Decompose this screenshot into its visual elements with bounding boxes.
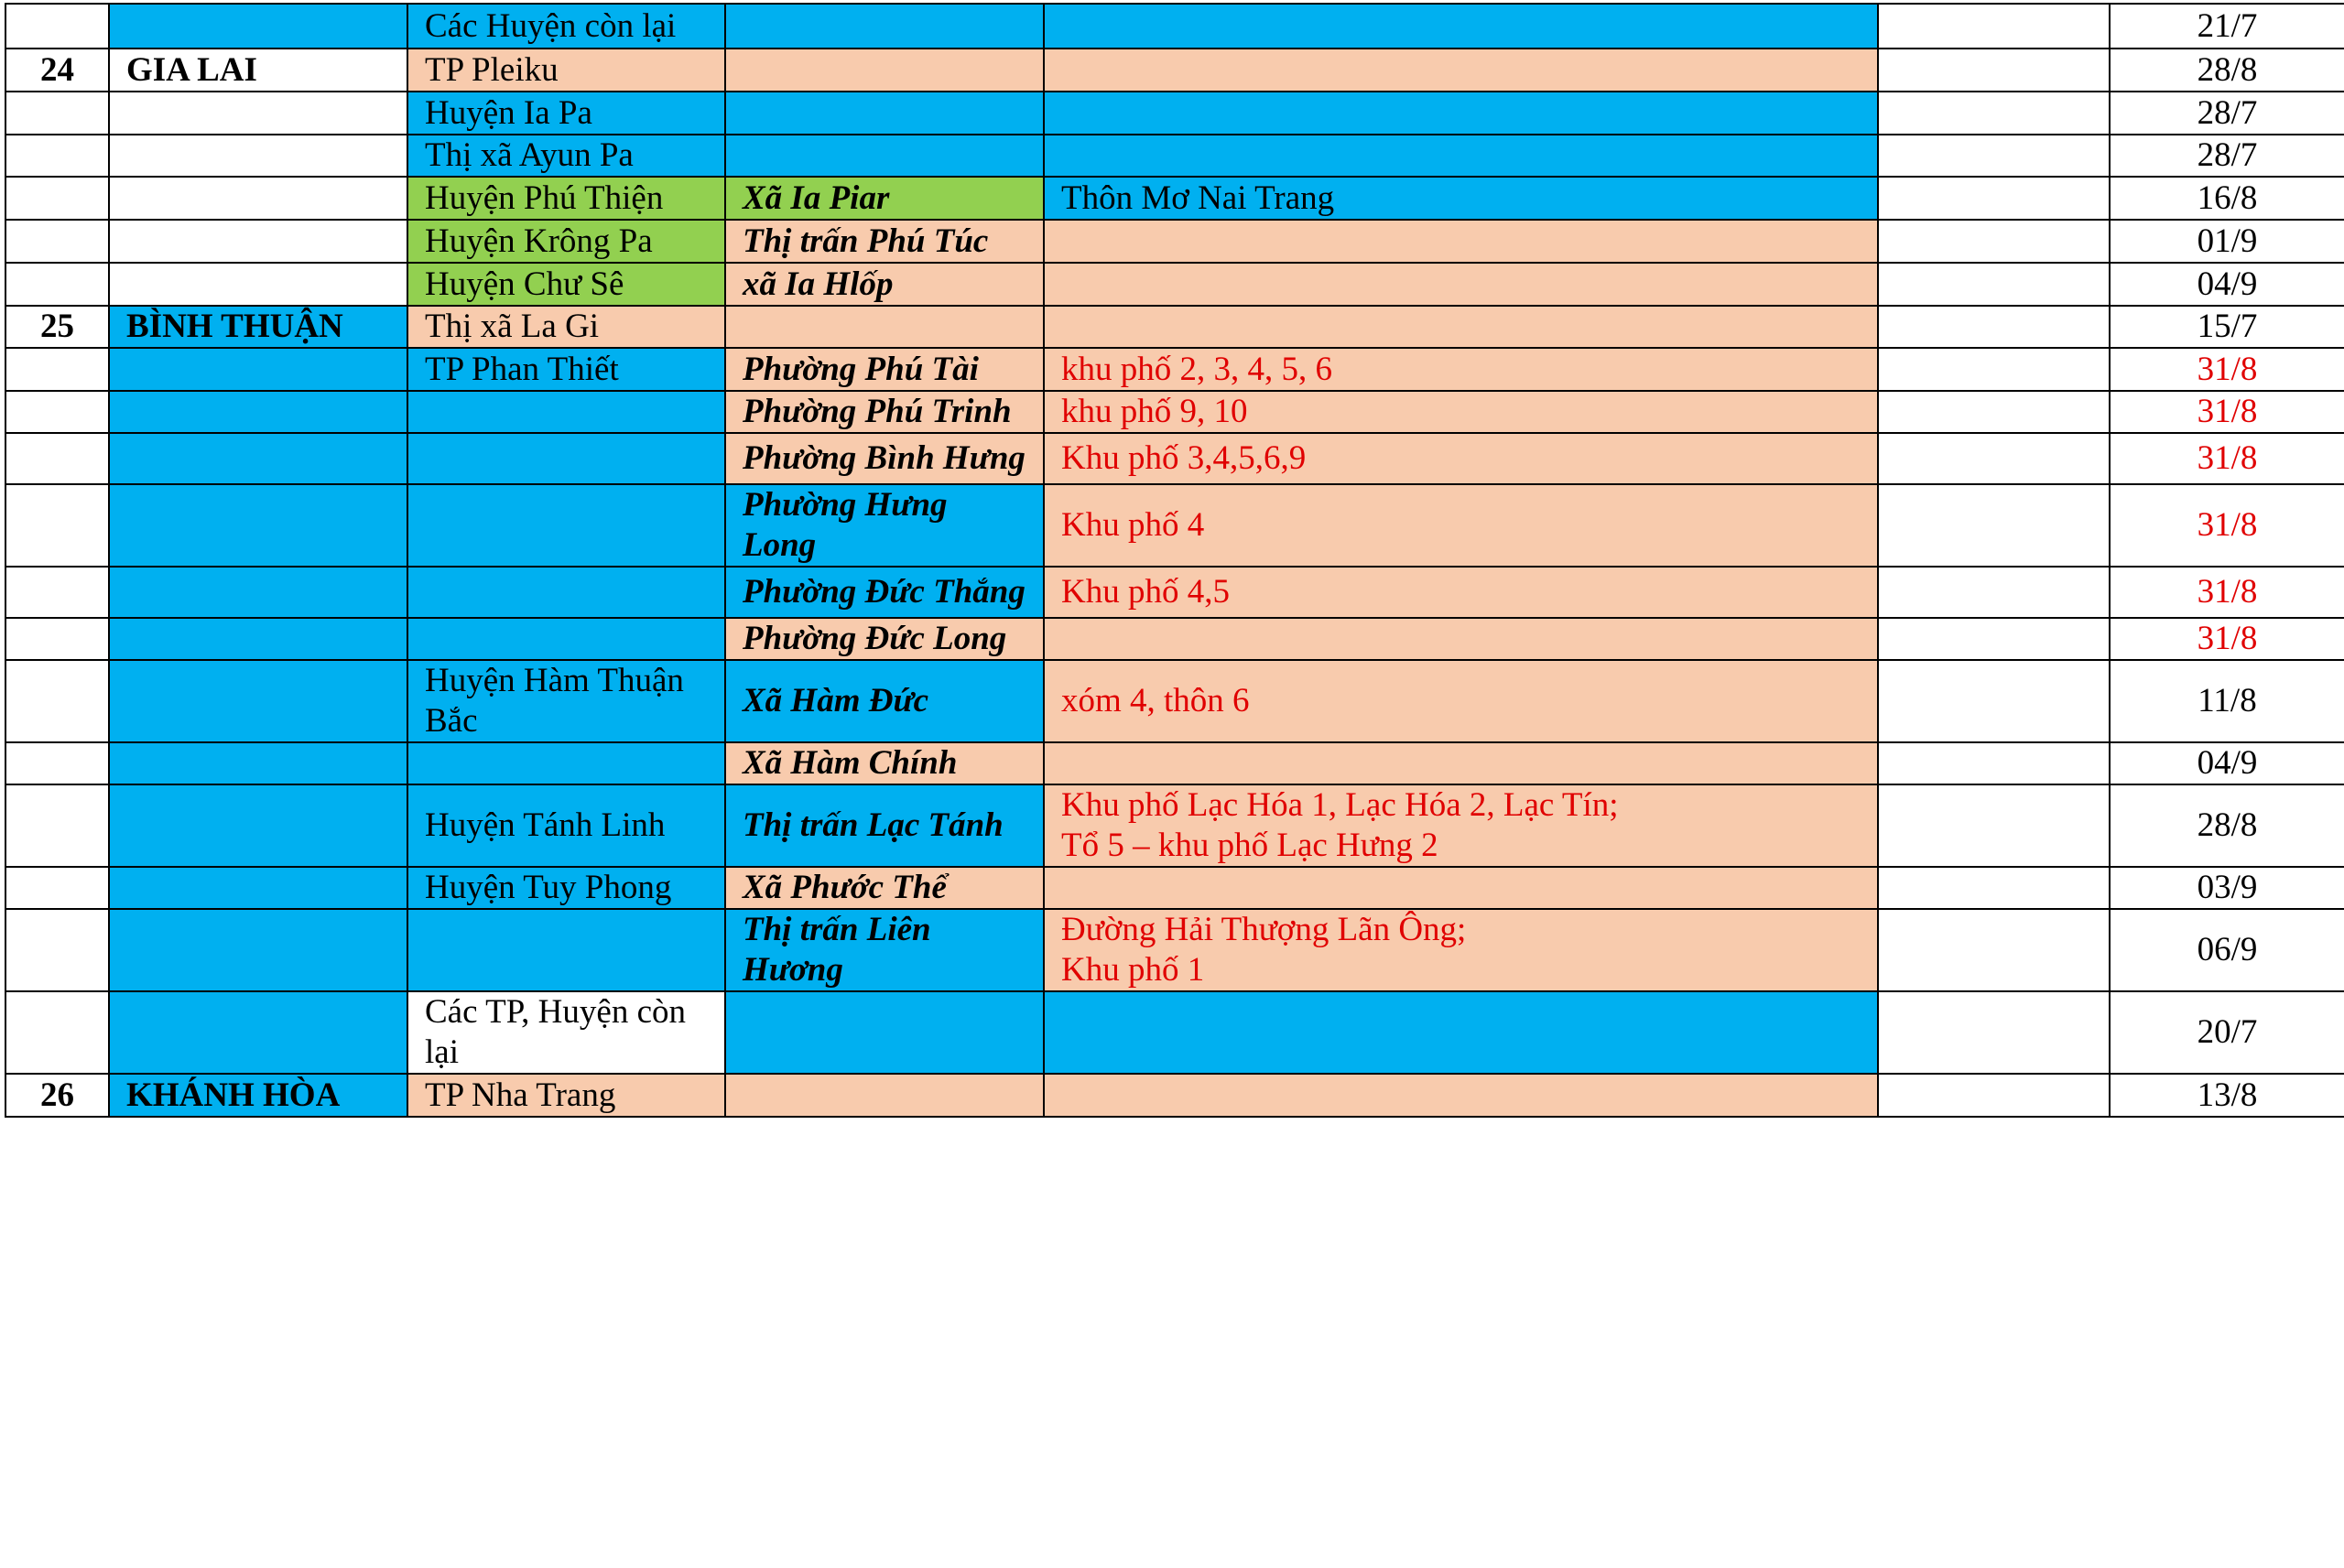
- table-row: [5, 177, 2344, 220]
- province-cell: KHÁNH HÒA: [109, 1074, 407, 1117]
- district-cell: [407, 433, 725, 484]
- village-line: xóm 4, thôn 6: [1061, 682, 1250, 719]
- commune-cell: Phường Bình Hưng: [725, 433, 1044, 484]
- province-cell: [109, 784, 407, 867]
- empty-cell: [1878, 742, 2110, 784]
- village-line: Đường Hải Thượng Lãn Ông;: [1061, 911, 1467, 948]
- stt-cell: [5, 135, 109, 177]
- empty-cell: [1878, 263, 2110, 306]
- commune-cell: [725, 92, 1044, 135]
- village-cell: [1044, 742, 1878, 784]
- date-cell: 31/8: [2110, 567, 2344, 618]
- table-body: [5, 4, 2344, 1117]
- table-row: [5, 660, 2344, 742]
- table-row: [5, 92, 2344, 135]
- village-cell: [1044, 306, 1878, 348]
- village-cell: [1044, 567, 1878, 618]
- empty-cell: [1878, 4, 2110, 49]
- date-cell: 01/9: [2110, 220, 2344, 263]
- district-cell: Huyện Hàm Thuận Bắc: [407, 660, 725, 742]
- village-cell: [1044, 263, 1878, 306]
- empty-cell: [1878, 484, 2110, 567]
- stt-cell: [5, 4, 109, 49]
- village-cell: [1044, 92, 1878, 135]
- stt-cell: [5, 991, 109, 1074]
- district-cell: [407, 742, 725, 784]
- village-line: Khu phố 3,4,5,6,9: [1061, 439, 1307, 477]
- commune-cell: [725, 49, 1044, 92]
- date-cell: 31/8: [2110, 433, 2344, 484]
- province-cell: [109, 867, 407, 909]
- commune-cell: [725, 991, 1044, 1074]
- empty-cell: [1878, 867, 2110, 909]
- empty-cell: [1878, 618, 2110, 660]
- province-cell: [109, 92, 407, 135]
- stt-cell: [5, 660, 109, 742]
- commune-cell: [725, 135, 1044, 177]
- village-line: Khu phố 4,5: [1061, 573, 1230, 611]
- province-cell: [109, 618, 407, 660]
- stt-cell: [5, 909, 109, 991]
- commune-cell: Thị trấn Liên Hương: [725, 909, 1044, 991]
- stt-cell: 26: [5, 1074, 109, 1117]
- commune-cell: [725, 1074, 1044, 1117]
- table-row: [5, 433, 2344, 484]
- district-cell: [407, 484, 725, 567]
- table-row: [5, 909, 2344, 991]
- date-cell: 04/9: [2110, 263, 2344, 306]
- table-row: [5, 306, 2344, 348]
- village-cell: [1044, 49, 1878, 92]
- district-cell: [407, 909, 725, 991]
- province-cell: [109, 433, 407, 484]
- stt-cell: [5, 484, 109, 567]
- stt-cell: [5, 177, 109, 220]
- empty-cell: [1878, 177, 2110, 220]
- district-cell: Thị xã Ayun Pa: [407, 135, 725, 177]
- province-cell: GIA LAI: [109, 49, 407, 92]
- table-row: [5, 742, 2344, 784]
- commune-cell: Xã Ia Piar: [725, 177, 1044, 220]
- village-line: Khu phố Lạc Hóa 1, Lạc Hóa 2, Lạc Tín;: [1061, 786, 1619, 824]
- date-cell: 20/7: [2110, 991, 2344, 1074]
- village-cell: [1044, 867, 1878, 909]
- village-cell: [1044, 1074, 1878, 1117]
- stt-cell: [5, 567, 109, 618]
- table-row: [5, 220, 2344, 263]
- commune-cell: xã Ia Hlốp: [725, 263, 1044, 306]
- village-cell: [1044, 784, 1878, 867]
- commune-cell: Xã Hàm Đức: [725, 660, 1044, 742]
- commune-cell: Phường Phú Tài: [725, 348, 1044, 391]
- empty-cell: [1878, 991, 2110, 1074]
- commune-cell: Xã Hàm Chính: [725, 742, 1044, 784]
- table-row: [5, 1074, 2344, 1117]
- table-row: [5, 49, 2344, 92]
- district-cell: Huyện Phú Thiện: [407, 177, 725, 220]
- stt-cell: [5, 263, 109, 306]
- village-cell: [1044, 618, 1878, 660]
- province-cell: [109, 742, 407, 784]
- district-cell: TP Nha Trang: [407, 1074, 725, 1117]
- commune-cell: Thị trấn Lạc Tánh: [725, 784, 1044, 867]
- date-cell: 06/9: [2110, 909, 2344, 991]
- district-cell: Huyện Chư Sê: [407, 263, 725, 306]
- date-cell: 31/8: [2110, 484, 2344, 567]
- province-cell: [109, 484, 407, 567]
- province-cell: [109, 391, 407, 433]
- district-cell: Các TP, Huyện còn lại: [407, 991, 725, 1074]
- date-cell: 03/9: [2110, 867, 2344, 909]
- empty-cell: [1878, 135, 2110, 177]
- village-cell: [1044, 484, 1878, 567]
- table-row: [5, 263, 2344, 306]
- village-cell: [1044, 4, 1878, 49]
- table-row: [5, 567, 2344, 618]
- date-cell: 31/8: [2110, 348, 2344, 391]
- empty-cell: [1878, 433, 2110, 484]
- province-cell: [109, 220, 407, 263]
- table-row: [5, 784, 2344, 867]
- date-cell: 28/7: [2110, 92, 2344, 135]
- district-cell: TP Phan Thiết: [407, 348, 725, 391]
- empty-cell: [1878, 348, 2110, 391]
- date-cell: 13/8: [2110, 1074, 2344, 1117]
- stt-cell: [5, 348, 109, 391]
- province-cell: [109, 4, 407, 49]
- village-cell: [1044, 660, 1878, 742]
- date-cell: 21/7: [2110, 4, 2344, 49]
- commune-cell: Xã Phước Thể: [725, 867, 1044, 909]
- commune-cell: Phường Đức Long: [725, 618, 1044, 660]
- table-row: [5, 484, 2344, 567]
- empty-cell: [1878, 660, 2110, 742]
- empty-cell: [1878, 784, 2110, 867]
- province-cell: [109, 177, 407, 220]
- empty-cell: [1878, 567, 2110, 618]
- stt-cell: [5, 618, 109, 660]
- district-cell: Huyện Krông Pa: [407, 220, 725, 263]
- province-cell: [109, 348, 407, 391]
- village-line: Khu phố 4: [1061, 506, 1205, 544]
- commune-cell: Phường Phú Trinh: [725, 391, 1044, 433]
- province-cell: [109, 135, 407, 177]
- date-cell: 04/9: [2110, 742, 2344, 784]
- date-cell: 31/8: [2110, 391, 2344, 433]
- province-cell: [109, 263, 407, 306]
- table-row: [5, 991, 2344, 1074]
- village-cell: [1044, 991, 1878, 1074]
- commune-cell: [725, 306, 1044, 348]
- empty-cell: [1878, 1074, 2110, 1117]
- district-cell: TP Pleiku: [407, 49, 725, 92]
- district-cell: Huyện Tuy Phong: [407, 867, 725, 909]
- stt-cell: [5, 92, 109, 135]
- table-row: [5, 4, 2344, 49]
- province-cell: [109, 909, 407, 991]
- province-cell: [109, 991, 407, 1074]
- province-cell: BÌNH THUẬN: [109, 306, 407, 348]
- commune-cell: Phường Đức Thắng: [725, 567, 1044, 618]
- date-cell: 31/8: [2110, 618, 2344, 660]
- lockdown-schedule-table: [5, 3, 2344, 1118]
- stt-cell: 25: [5, 306, 109, 348]
- stt-cell: [5, 433, 109, 484]
- stt-cell: [5, 742, 109, 784]
- province-cell: [109, 567, 407, 618]
- table-row: [5, 618, 2344, 660]
- village-cell: [1044, 220, 1878, 263]
- village-line: khu phố 2, 3, 4, 5, 6: [1061, 350, 1332, 388]
- table-row: [5, 391, 2344, 433]
- date-cell: 15/7: [2110, 306, 2344, 348]
- empty-cell: [1878, 306, 2110, 348]
- date-cell: 28/8: [2110, 49, 2344, 92]
- empty-cell: [1878, 391, 2110, 433]
- province-cell: [109, 660, 407, 742]
- empty-cell: [1878, 92, 2110, 135]
- village-cell: [1044, 177, 1878, 220]
- district-cell: Huyện Ia Pa: [407, 92, 725, 135]
- stt-cell: [5, 220, 109, 263]
- village-cell: [1044, 135, 1878, 177]
- table-row: [5, 135, 2344, 177]
- table-row: [5, 867, 2344, 909]
- date-cell: 11/8: [2110, 660, 2344, 742]
- date-cell: 16/8: [2110, 177, 2344, 220]
- commune-cell: [725, 4, 1044, 49]
- district-cell: [407, 567, 725, 618]
- stt-cell: [5, 784, 109, 867]
- stt-cell: 24: [5, 49, 109, 92]
- empty-cell: [1878, 909, 2110, 991]
- village-line: Thôn Mơ Nai Trang: [1061, 178, 1335, 217]
- district-cell: Huyện Tánh Linh: [407, 784, 725, 867]
- village-line: Khu phố 1: [1061, 951, 1205, 989]
- village-line: Tổ 5 – khu phố Lạc Hưng 2: [1061, 827, 1438, 864]
- district-cell: Các Huyện còn lại: [407, 4, 725, 49]
- village-cell: [1044, 348, 1878, 391]
- stt-cell: [5, 391, 109, 433]
- commune-cell: Phường Hưng Long: [725, 484, 1044, 567]
- table-row: [5, 348, 2344, 391]
- village-cell: [1044, 433, 1878, 484]
- village-line: khu phố 9, 10: [1061, 393, 1248, 430]
- village-cell: [1044, 391, 1878, 433]
- district-cell: [407, 618, 725, 660]
- stt-cell: [5, 867, 109, 909]
- district-cell: Thị xã La Gi: [407, 306, 725, 348]
- date-cell: 28/8: [2110, 784, 2344, 867]
- empty-cell: [1878, 220, 2110, 263]
- date-cell: 28/7: [2110, 135, 2344, 177]
- district-cell: [407, 391, 725, 433]
- village-cell: [1044, 909, 1878, 991]
- commune-cell: Thị trấn Phú Túc: [725, 220, 1044, 263]
- empty-cell: [1878, 49, 2110, 92]
